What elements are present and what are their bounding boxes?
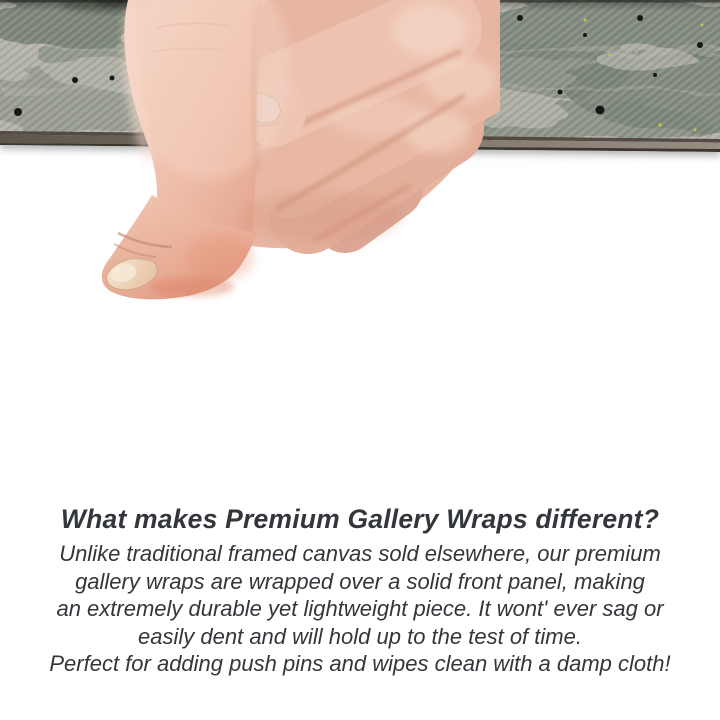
hand-photo (60, 0, 500, 302)
body-line: Perfect for adding push pins and wipes clean with a damp cloth! (49, 651, 671, 677)
body-line: Unlike traditional framed canvas sold elsewhere, our premium (59, 541, 661, 566)
body-line: easily dent and will hold up to the test of time. (138, 623, 582, 649)
body-line: an extremely durable yet lightweight piece. It wont' ever sag or (56, 596, 664, 622)
body-line: gallery wraps are wrapped over a solid front panel, making (75, 568, 645, 594)
marketing-copy (0, 503, 720, 678)
hand-graphic (60, 0, 500, 302)
page-title: What makes Premium Gallery Wraps different? (60, 504, 660, 534)
